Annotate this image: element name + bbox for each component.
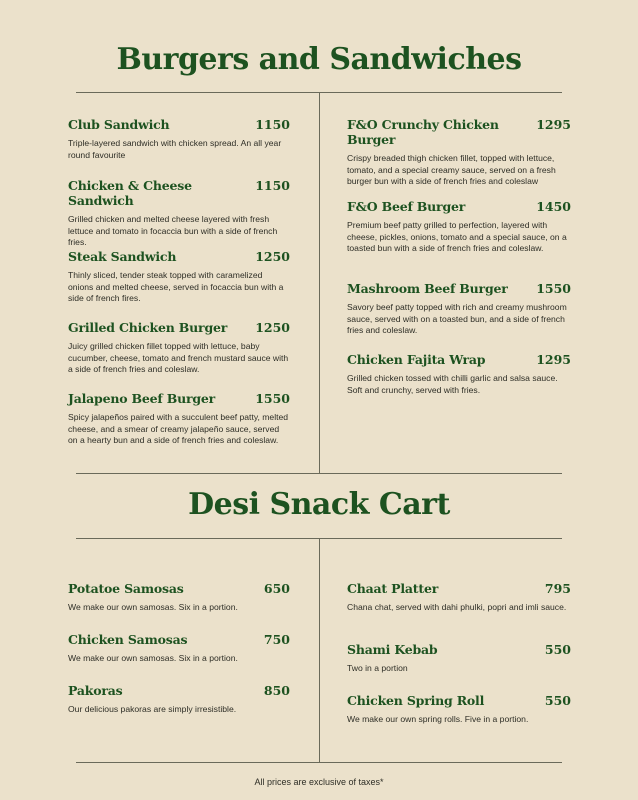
item-price: 850 bbox=[263, 683, 290, 698]
item-description: We make our own samosas. Six in a portion. bbox=[68, 602, 238, 612]
item-description: Spicy jalapeños paired with a succulent beef patty, melted cheese, and a smear of creamy jalapeño sauce, served on a hearty bun and a side of french fries and coleslaw. bbox=[68, 412, 289, 446]
menu-item bbox=[347, 281, 571, 337]
menu-item bbox=[68, 391, 290, 447]
burgers-column-divider bbox=[319, 92, 320, 473]
desi-section-title: Desi Snack Cart bbox=[188, 487, 450, 522]
item-name: Grilled Chicken Burger bbox=[68, 320, 228, 335]
item-name: Mashroom Beef Burger bbox=[347, 281, 508, 296]
item-description: Grilled chicken and melted cheese layered with fresh lettuce and tomato in focaccia bun with a side of french fries. bbox=[68, 214, 278, 248]
item-name: Chaat Platter bbox=[347, 581, 439, 596]
item-name: Potatoe Samosas bbox=[68, 581, 184, 596]
item-price: 1250 bbox=[255, 320, 290, 335]
menu-item bbox=[347, 117, 571, 188]
menu-item bbox=[68, 683, 290, 716]
item-name: Chicken Fajita Wrap bbox=[347, 352, 486, 367]
item-price: 1450 bbox=[536, 199, 571, 214]
desi-column-divider bbox=[319, 538, 320, 762]
item-price: 750 bbox=[263, 632, 290, 647]
item-name: Jalapeno Beef Burger bbox=[68, 391, 216, 406]
item-price: 795 bbox=[544, 581, 571, 596]
item-name: Pakoras bbox=[68, 683, 123, 698]
menu-item bbox=[68, 117, 290, 161]
menu-item bbox=[347, 693, 571, 726]
item-description: Our delicious pakoras are simply irresistible. bbox=[68, 704, 237, 714]
item-price: 1250 bbox=[255, 249, 290, 264]
item-price: 550 bbox=[544, 642, 571, 657]
menu-item bbox=[347, 199, 571, 255]
item-price: 1150 bbox=[255, 178, 290, 193]
item-description: Savory beef patty topped with rich and creamy mushroom sauce, served with on a toasted bun, and a side of french fries and coleslaw. bbox=[347, 302, 567, 336]
item-name: Chicken Spring Roll bbox=[347, 693, 485, 708]
menu-item bbox=[68, 632, 290, 665]
item-price: 650 bbox=[263, 581, 290, 596]
item-name: F&O Crunchy Chicken Burger bbox=[347, 117, 499, 147]
item-description: Juicy grilled chicken fillet topped with lettuce, baby cucumber, cheese, tomato and french mustard sauce with a side of french fries and coleslaw. bbox=[68, 341, 289, 375]
item-description: We make our own spring rolls. Five in a portion. bbox=[347, 714, 529, 724]
item-price: 1295 bbox=[536, 352, 571, 367]
burgers-bottom-divider bbox=[76, 473, 562, 474]
item-description: We make our own samosas. Six in a portion. bbox=[68, 653, 238, 663]
item-description: Triple-layered sandwich with chicken spread. An all year round favourite bbox=[68, 138, 282, 160]
menu-item bbox=[347, 352, 571, 396]
burgers-section-title: Burgers and Sandwiches bbox=[116, 42, 522, 77]
menu-item bbox=[68, 581, 290, 614]
item-description: Thinly sliced, tender steak topped with caramelized onions and melted cheese, served in focaccia bun with a side of french fires. bbox=[68, 270, 284, 304]
item-description: Grilled chicken tossed with chilli garlic and salsa sauce. Soft and crunchy, served with fries. bbox=[347, 373, 558, 395]
item-name: Chicken Samosas bbox=[68, 632, 188, 647]
item-name: F&O Beef Burger bbox=[347, 199, 466, 214]
item-price: 550 bbox=[544, 693, 571, 708]
item-price: 1550 bbox=[536, 281, 571, 296]
item-price: 1150 bbox=[255, 117, 290, 132]
item-name: Shami Kebab bbox=[347, 642, 438, 657]
item-price: 1550 bbox=[255, 391, 290, 406]
menu-item bbox=[347, 581, 571, 614]
item-description: Crispy breaded thigh chicken fillet, topped with lettuce, tomato, and a special creamy sauce, served on a fresh burger bun with a side of french fries and coleslaw bbox=[347, 153, 556, 187]
menu-item bbox=[68, 249, 290, 305]
menu-item bbox=[347, 642, 571, 675]
item-description: Two in a portion bbox=[347, 663, 408, 673]
item-description: Chana chat, served with dahi phulki, popri and imli sauce. bbox=[347, 602, 567, 612]
desi-bottom-divider bbox=[76, 762, 562, 763]
item-description: Premium beef patty grilled to perfection, layered with cheese, pickles, onions, tomato and a special sauce, on a toasted bun with a side of french fries and coleslaw. bbox=[347, 220, 567, 254]
menu-item bbox=[68, 178, 290, 249]
tax-footnote: All prices are exclusive of taxes* bbox=[254, 777, 384, 787]
menu-item bbox=[68, 320, 290, 376]
item-price: 1295 bbox=[536, 117, 571, 132]
item-name: Chicken & Cheese Sandwich bbox=[68, 178, 192, 208]
item-name: Steak Sandwich bbox=[68, 249, 177, 264]
item-name: Club Sandwich bbox=[68, 117, 170, 132]
